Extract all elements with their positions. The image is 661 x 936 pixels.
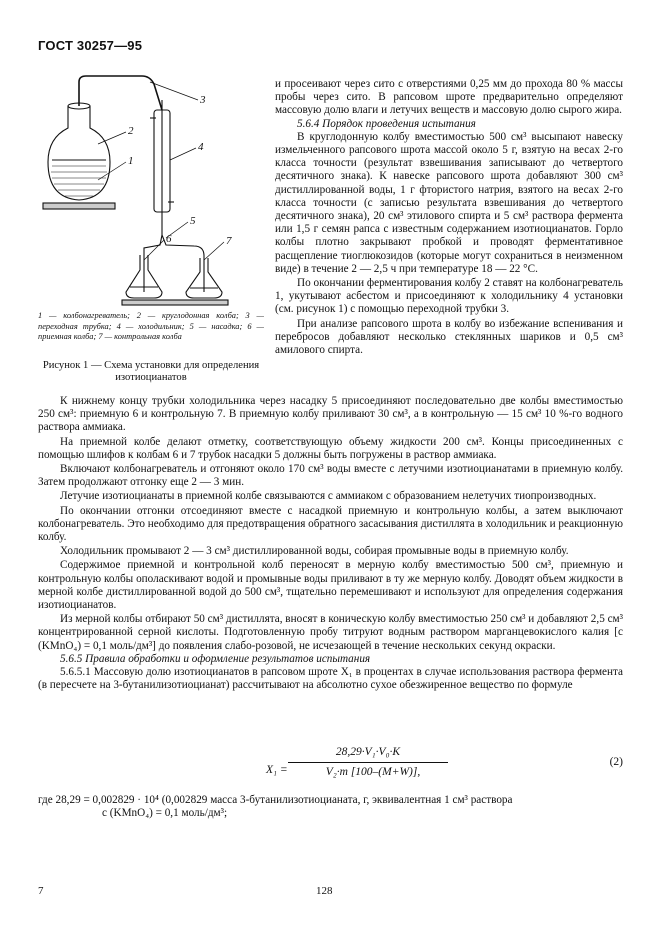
paragraph: 5.6.5.1 Массовую долю изотиоцианатов в рапсовом шроте X₁ в процентах в случае использования раствора фермента (в пересчете на 3-бутанилизотиоцианат) рассчитывают на абсолютно сухое обезжиренное вещество по формуле — [38, 666, 623, 692]
section-heading: 5.6.4 Порядок проведения испытания — [297, 117, 476, 130]
page-number-left: 7 — [38, 885, 44, 897]
main-text — [38, 395, 623, 692]
paragraph: Летучие изотиоцианаты в приемной колбе связываются с аммиаком с образованием нелетучих тиопроизводных. — [60, 490, 597, 503]
paragraph: При анализе рапсового шрота в колбу во избежание вспенивания и перебросов добавляют несколько стеклянных шариков и 0,5 см³ амилового спирта. — [275, 317, 623, 357]
adapter-5 — [144, 235, 204, 292]
right-column — [275, 78, 623, 357]
figure-caption: Рисунок 1 — Схема установки для определения изотиоцианатов — [42, 360, 260, 384]
formula-denominator: V₂·m [100–(M+W)], — [325, 766, 421, 778]
formula-explanation — [38, 794, 623, 820]
round-flask-2 — [48, 106, 110, 200]
paragraph: и просеивают через сито с отверстиями 0,25 мм до прохода 80 % массы пробы через сито. В рапсовом шроте предварительно определяют массовую долю влаги и летучих веществ и массовую долю сырого жира. — [275, 78, 623, 117]
paragraph: Из мерной колбы отбирают 50 см³ дистиллята, вносят в коническую колбу вместимостью 250 см³ и добавляют 2,5 см³ концентрированной серной кислоты. Подготовленную пробу титруют водным раствором марганцевокислого калия [c (KMnO₄) = 0,1 моль/дм³] до появления слабо-розовой, не исчезающей в течение нескольких секунд окраски. — [38, 613, 623, 652]
figure-label-3: 3 — [200, 94, 206, 106]
paragraph: Включают колбонагреватель и отгоняют около 170 см³ воды вместе с летучими изотиоцианатами в приемную колбу. Затем продолжают отгонку еще 2 — 3 мин. — [38, 463, 623, 489]
paragraph: По окончании ферментирования колбу 2 ставят на колбонагреватель 1, укутывают асбестом и присоединяют к холодильнику 4 установки (см. рисунок 1) с помощью переходной трубки 3. — [275, 277, 623, 316]
figure-label-1: 1 — [128, 155, 134, 167]
formula-number: (2) — [609, 756, 623, 768]
figure-label-6: 6 — [166, 233, 172, 245]
figure-label-5: 5 — [190, 215, 196, 227]
paragraph: Холодильник промывают 2 — 3 см³ дистиллированной воды, собирая промывные воды в приемную колбу. — [60, 545, 569, 558]
paragraph: На приемной колбе делают отметку, соответствующую объему жидкости 200 см³. Концы присоединенных с помощью шлифов к колбам 6 и 7 трубок насадки 5 должны быть погружены в раствор аммиака. — [38, 435, 623, 461]
explanation-line: где 28,29 = 0,002829 · 10⁴ (0,002829 масса 3-бутанилизотиоцианата, г, эквивалентная 1 см³ раствора — [38, 794, 513, 806]
section-heading: 5.6.5 Правила обработки и оформление результатов испытания — [60, 652, 371, 665]
figure-label-7: 7 — [226, 235, 232, 247]
paragraph: Содержимое приемной и контрольной колб переносят в мерную колбу вместимостью 500 см³, приемную и контрольную колбы ополаскивают водой и промывные воды приливают в ту же мерную колбу. Доводят объем жидкости в мерной колбе дистиллированной водой до 500 см³, тщательно перемешивают и используют для определения содержания изотиоцианатов. — [38, 559, 623, 612]
figure-label-2: 2 — [128, 125, 134, 137]
formula-lhs: X₁ = — [266, 764, 288, 776]
fraction-bar — [288, 762, 448, 763]
paragraph: По окончании отгонки отсоединяют вместе с насадкой приемную и контрольную колбы, а затем выключают колбонагреватель. Это необходимо для предотвращения обратного засасывания дистиллята в холодильник и реакционную колбу. — [38, 504, 623, 544]
formula-2 — [38, 746, 623, 788]
figure-label-4: 4 — [198, 141, 204, 153]
apparatus-figure — [38, 70, 263, 310]
heater-1 — [43, 203, 115, 209]
paragraph: К нижнему концу трубки холодильника через насадку 5 присоединяют последовательно две колбы вместимостью 250 см³: приемную 6 и контрольную 7. В приемную колбу приливают 30 см³, а в контрольную — 15 см³ 10 %-го водного раствора аммиака. — [38, 395, 623, 434]
transfer-tube-3 — [79, 76, 162, 110]
explanation-line: c (KMnO₄) = 0,1 моль/дм³; — [102, 807, 228, 820]
paragraph: В круглодонную колбу вместимостью 500 см³ высыпают навеску измельченного рапсового шрота массой около 5 г, взятую на весах 2-го класса точности (результат взвешивания записывают до четвертого десятичного знака). К навеске рапсового шрота добавляют 300 см³ дистиллированной воды, 1 г фтористого натрия, взятого на весах 2-го класса точности (с записью результата взвешивания до четвертого десятичного знака), 20 см³ этилового спирта и 5 см³ раствора фермента или 1,5 г семян рапса с известным содержанием изотиоцианатов. Горло колбы плотно закрывают пробкой и проводят ферментативное расщепление тиоглюкозидов (которые могут сохраниться в неизменном виде) в течение 2 — 2,5 ч при температуре 18 — 22 °С. — [275, 130, 623, 275]
page-number-center: 128 — [316, 885, 333, 897]
figure-legend: 1 — колбонагреватель; 2 — круглодонная колба; 3 — переходная трубка; 4 — холодильник; 5 — насадка; 6 — приемная колба; 7 — контрольная колба — [38, 311, 264, 341]
formula-numerator: 28,29·V₁·V₀·K — [335, 746, 401, 758]
page-header: ГОСТ 30257—95 — [38, 38, 143, 53]
